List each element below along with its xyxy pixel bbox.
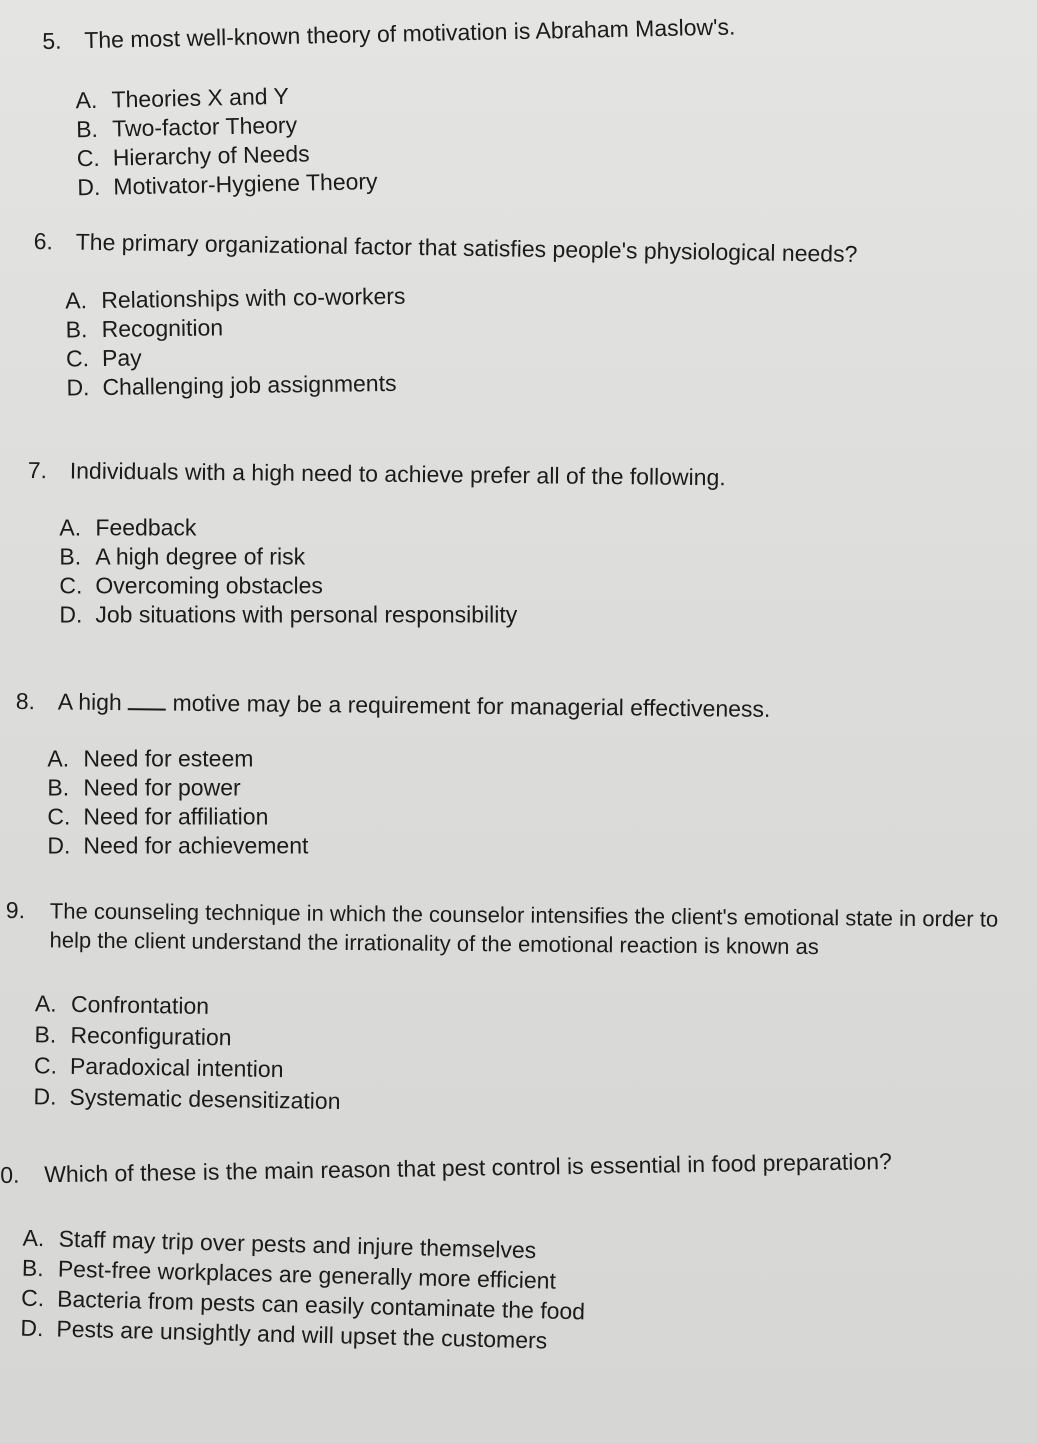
- answer-option-a[interactable]: [59, 513, 725, 542]
- question-prompt: [16, 686, 771, 724]
- option-text: Paradoxical intention: [69, 1052, 284, 1083]
- option-letter: C.: [65, 345, 90, 372]
- question-prompt: [28, 455, 726, 492]
- option-letter: D.: [77, 173, 101, 201]
- option-letter: C.: [47, 803, 71, 830]
- question-text: Individuals with a high need to achieve prefer all of the following.: [69, 457, 726, 491]
- option-letter: A.: [75, 86, 98, 114]
- answer-options: [47, 744, 770, 860]
- option-text: Bacteria from pests can easily contaminate the food: [56, 1285, 586, 1325]
- option-letter: B.: [75, 115, 99, 143]
- option-text: Relationships with co-workers: [101, 282, 406, 313]
- option-letter: D.: [33, 1083, 57, 1110]
- option-text: Job situations with personal responsibility: [95, 601, 518, 628]
- option-text: Need for esteem: [83, 745, 254, 772]
- answer-option-c[interactable]: [47, 802, 770, 831]
- option-text: Need for affiliation: [83, 803, 269, 830]
- answer-option-b[interactable]: [59, 542, 725, 571]
- option-text: Need for power: [83, 774, 241, 801]
- question-7: [26, 455, 726, 636]
- answer-options: [75, 72, 738, 202]
- option-letter: D.: [66, 374, 90, 401]
- question-6: [31, 226, 857, 415]
- option-letter: A.: [65, 287, 88, 314]
- option-letter: B.: [21, 1254, 44, 1282]
- option-letter: B.: [34, 1021, 57, 1048]
- option-letter: D.: [47, 832, 71, 859]
- question-number: 5.: [42, 27, 62, 54]
- question-10: [0, 1146, 894, 1354]
- question-number: 8.: [15, 687, 36, 715]
- question-number: 9.: [5, 896, 26, 924]
- question-prompt: [34, 226, 858, 269]
- answer-option-d[interactable]: [47, 831, 770, 860]
- option-text: Challenging job assignments: [102, 369, 397, 400]
- option-text: Systematic desensitization: [69, 1083, 341, 1115]
- option-text: Confrontation: [70, 990, 210, 1019]
- option-text: Reconfiguration: [70, 1021, 232, 1051]
- question-number: 0.: [0, 1161, 20, 1188]
- option-text: A high degree of risk: [95, 543, 306, 570]
- question-text: The counseling technique in which the counselor intensifies the client's emotional state in order to help the client understand the irrationality of the emotional reaction is known as: [49, 898, 999, 960]
- option-letter: C.: [59, 572, 83, 599]
- answer-options: [20, 1224, 892, 1365]
- question-text: The primary organizational factor that satisfies people's physiological needs?: [75, 228, 858, 267]
- option-letter: C.: [20, 1284, 45, 1312]
- answer-options: [65, 275, 858, 402]
- option-letter: B.: [47, 774, 70, 801]
- option-letter: A.: [22, 1224, 45, 1252]
- option-text: Motivator-Hygiene Theory: [113, 168, 378, 200]
- question-number: 7.: [27, 456, 48, 484]
- option-text: Theories X and Y: [111, 82, 290, 113]
- option-text: Overcoming obstacles: [95, 572, 323, 599]
- option-letter: B.: [65, 316, 88, 343]
- option-text: Pests are unsightly and will upset the customers: [56, 1315, 548, 1354]
- fill-in-blank: [128, 688, 166, 710]
- option-text: Recognition: [101, 314, 224, 342]
- option-letter: C.: [76, 144, 101, 172]
- option-letter: A.: [34, 990, 57, 1017]
- question-number: 6.: [33, 227, 54, 255]
- question-text: Which of these is the main reason that pest control is essential in food preparation?: [44, 1147, 892, 1188]
- option-letter: D.: [20, 1314, 44, 1342]
- question-8: [14, 686, 770, 868]
- answer-option-c[interactable]: [59, 571, 725, 600]
- answer-options: [33, 989, 1015, 1128]
- option-letter: A.: [59, 514, 82, 541]
- option-letter: C.: [33, 1052, 58, 1079]
- question-5: [42, 11, 739, 202]
- option-text: Feedback: [95, 514, 197, 541]
- option-text: Hierarchy of Needs: [112, 140, 310, 171]
- option-letter: A.: [47, 745, 70, 772]
- answer-option-d[interactable]: [59, 600, 725, 629]
- option-text: Need for achievement: [83, 832, 309, 859]
- option-text: Two-factor Theory: [111, 111, 298, 142]
- answer-option-a[interactable]: [47, 744, 770, 773]
- option-text: Pay: [101, 344, 142, 371]
- question-prompt: [5, 896, 1015, 963]
- question-9: [4, 896, 1016, 1122]
- question-prompt: [0, 1146, 892, 1190]
- option-letter: B.: [59, 543, 82, 570]
- option-text: Pest-free workplaces are generally more efficient: [57, 1255, 557, 1294]
- question-text: The most well-known theory of motivation is Abraham Maslow's.: [84, 13, 736, 54]
- answer-options: [59, 513, 725, 629]
- option-letter: D.: [59, 601, 83, 628]
- answer-option-b[interactable]: [47, 773, 770, 802]
- question-text-before: A high: [57, 688, 122, 716]
- question-text-after: motive may be a requirement for managerial effectiveness.: [172, 689, 771, 722]
- option-text: Staff may trip over pests and injure themselves: [58, 1225, 537, 1264]
- question-prompt: [42, 11, 736, 56]
